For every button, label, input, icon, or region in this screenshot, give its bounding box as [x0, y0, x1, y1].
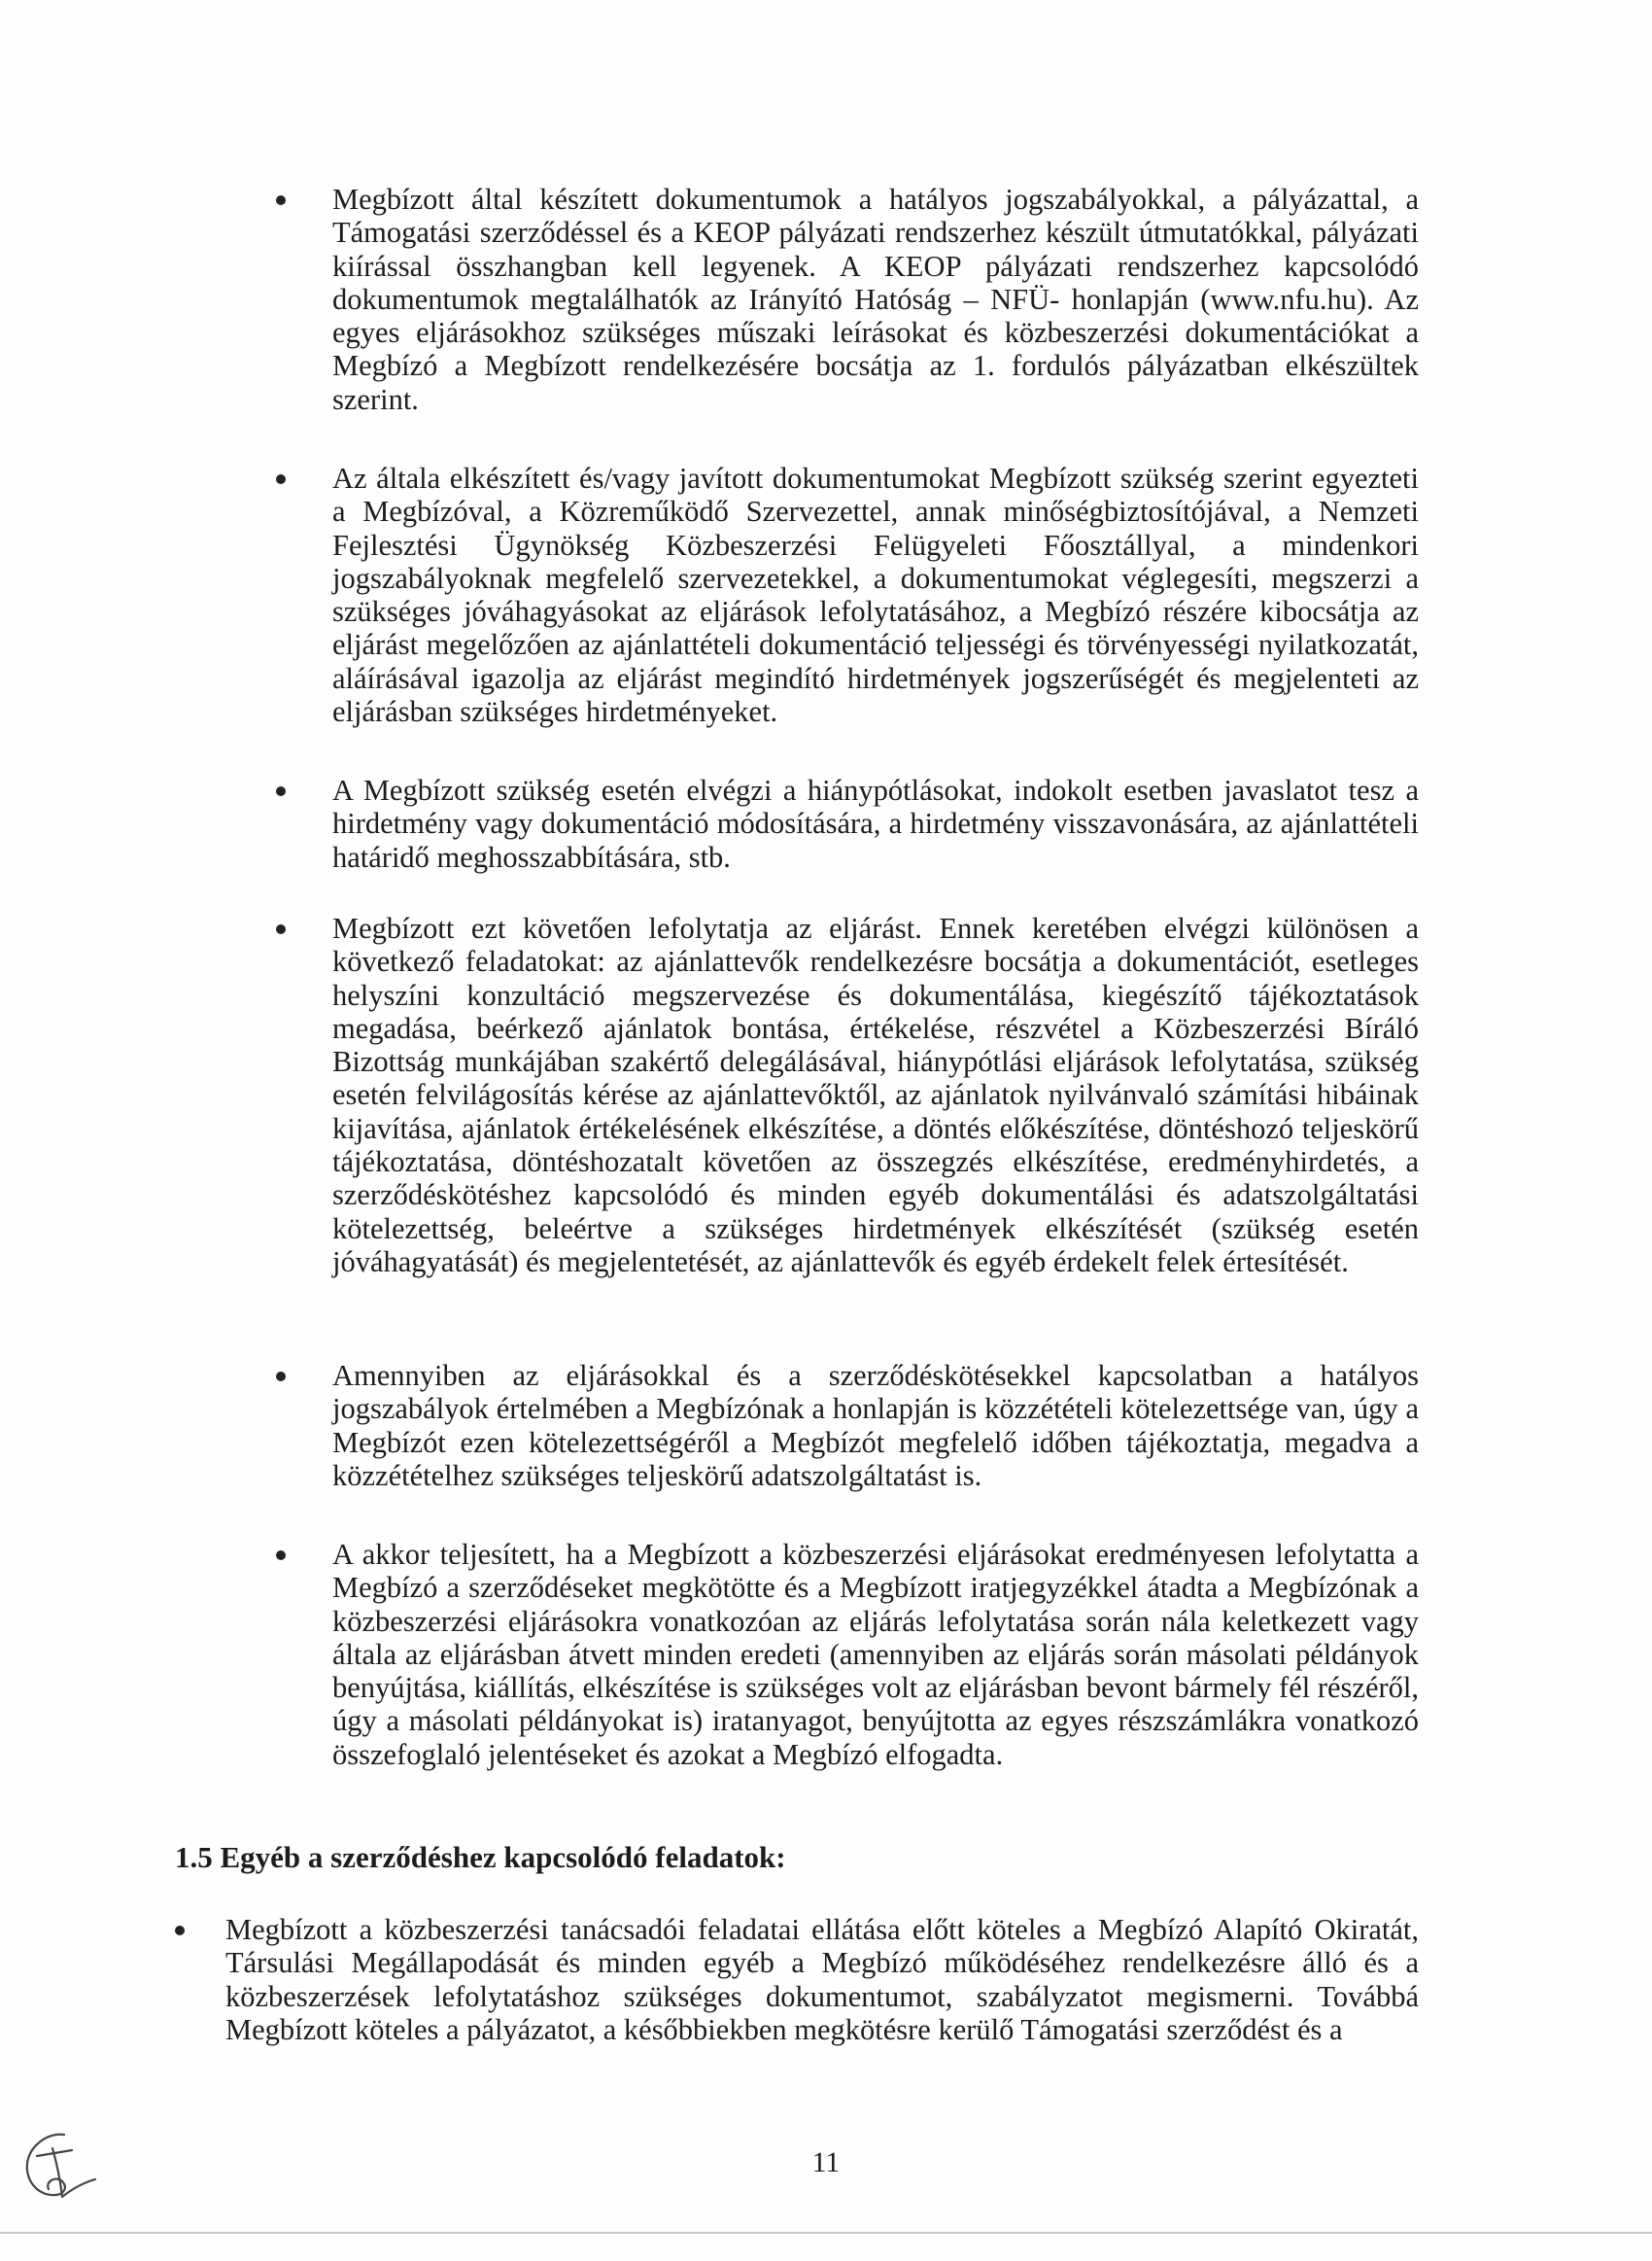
- list-item-text: Megbízott a közbeszerzési tanácsadói feladatai ellátása előtt köteles a Megbízó Alapító Okiratát, Társulási Megállapodását és minden egyéb a Megbízó működéséhez rendelkezésre álló és a közbeszerzések lefolytatáshoz szükséges dokumentumot, szabályzatot megismerni. Továbbá Megbízott köteles a pályázatot, a későbbiekben megkötésre kerülő Támogatási szerződést és a: [225, 1913, 1419, 2046]
- bullet-icon: [276, 1372, 286, 1381]
- list-item: [332, 1538, 1419, 1771]
- section-heading: 1.5 Egyéb a szerződéshez kapcsolódó feladatok:: [175, 1840, 786, 1874]
- list-item-text: Megbízott ezt követően lefolytatja az eljárást. Ennek keretében elvégzi különösen a következő feladatokat: az ajánlattevők rendelkezésre bocsátja a dokumentációt, esetleges helyszíni konzultáció megszervezése és dokumentálása, kiegészítő tájékoztatások megadása, beérkező ajánlatok bontása, értékelése, részvétel a Közbeszerzési Bíráló Bizottság munkájában szakértő delegálásával, hiánypótlási eljárások lefolytatása, szükség esetén felvilágosítás kérése az ajánlattevőktől, az ajánlatok nyilvánvaló számítási hibáinak kijavítása, ajánlatok értékelésének elkészítése, a döntés előkészítése, döntéshozó teljeskörű tájékoztatása, döntéshozatalt követően az összegzés elkészítése, eredményhirdetés, a szerződéskötéshez kapcsolódó és minden egyéb dokumentálási és adatszolgáltatási kötelezettség, beleértve a szükséges hirdetmények elkészítését (szükség esetén jóváhagyatását) és megjelentetését, az ajánlattevők és egyéb érdekelt felek értesítését.: [332, 912, 1419, 1278]
- list-item-text: A Megbízott szükség esetén elvégzi a hiánypótlásokat, indokolt esetben javaslatot tesz a hirdetmény vagy dokumentáció módosítására, a hirdetmény visszavonására, az ajánlattételi határidő meghosszabbítására, stb.: [332, 774, 1419, 874]
- bullet-icon: [276, 474, 286, 484]
- list-item: [332, 462, 1419, 728]
- bullet-icon: [276, 924, 286, 934]
- handwritten-initials-icon: [14, 2129, 103, 2216]
- list-item: [332, 1359, 1419, 1492]
- list-item-text: Az általa elkészített és/vagy javított dokumentumokat Megbízott szükség szerint egyezteti a Megbízóval, a Közreműködő Szervezettel, annak minőségbiztosítójával, a Nemzeti Fejlesztési Ügynökség Közbeszerzési Felügyeleti Főosztállyal, a mindenkori jogszabályoknak megfelelő szervezetekkel, a dokumentumokat véglegesíti, megszerzi a szükséges jóváhagyásokat az eljárások lefolytatásához, a Megbízó részére kibocsátja az eljárást megelőzően az ajánlattételi dokumentáció teljességi és törvényességi nyilatkozatát, aláírásával igazolja az eljárást megindító hirdetmények jogszerűségét és megjelenteti az eljárásban szükséges hirdetményeket.: [332, 462, 1419, 729]
- list-item: [332, 912, 1419, 1278]
- list-item-text: A akkor teljesített, ha a Megbízott a közbeszerzési eljárásokat eredményesen lefolytatta a Megbízó a szerződéseket megkötötte és a Megbízott iratjegyzékkel átadta a Megbízónak a közbeszerzési eljárásokra vonatkozóan az eljárás lefolytatása során nála keletkezett vagy általa az eljárásban átvett minden eredeti (amennyiben az eljárás során másolati példányok benyújtása, kiállítás, elkészítése is szükséges volt az eljárásban bevont bármely fél részéről, úgy a másolati példányokat is) iratanyagot, benyújtotta az egyes részszámlákra vonatkozó összefoglaló jelentéseket és azokat a Megbízó elfogadta.: [332, 1538, 1419, 1771]
- list-item: [332, 774, 1419, 874]
- list-item-text: Megbízott által készített dokumentumok a hatályos jogszabályokkal, a pályázattal, a Támogatási szerződéssel és a KEOP pályázati rendszerhez készült útmutatókkal, pályázati kiírással összhangban kell legyenek. A KEOP pályázati rendszerhez kapcsolódó dokumentumok megtalálhatók az Irányító Hatóság – NFÜ- honlapján (www.nfu.hu). Az egyes eljárásokhoz szükséges műszaki leírásokat és közbeszerzési dokumentációkat a Megbízó a Megbízott rendelkezésére bocsátja az 1. fordulós pályázatban elkészültek szerint.: [332, 183, 1419, 416]
- bottom-divider: [0, 2232, 1652, 2234]
- list-item: [332, 183, 1419, 416]
- list-item-text: Amennyiben az eljárásokkal és a szerződéskötésekkel kapcsolatban a hatályos jogszabályok értelmében a Megbízónak a honlapján is közzétételi kötelezettsége van, úgy a Megbízót ezen kötelezettségéről a Megbízót megfelelő időben tájékoztatja, megadva a közzétételhez szükséges teljeskörű adatszolgáltatást is.: [332, 1359, 1419, 1492]
- bullet-icon: [276, 195, 286, 205]
- page-number: 11: [811, 2146, 841, 2178]
- list-item: [225, 1913, 1419, 2046]
- bullet-icon: [175, 1926, 185, 1935]
- bullet-icon: [276, 786, 286, 796]
- bullet-icon: [276, 1550, 286, 1560]
